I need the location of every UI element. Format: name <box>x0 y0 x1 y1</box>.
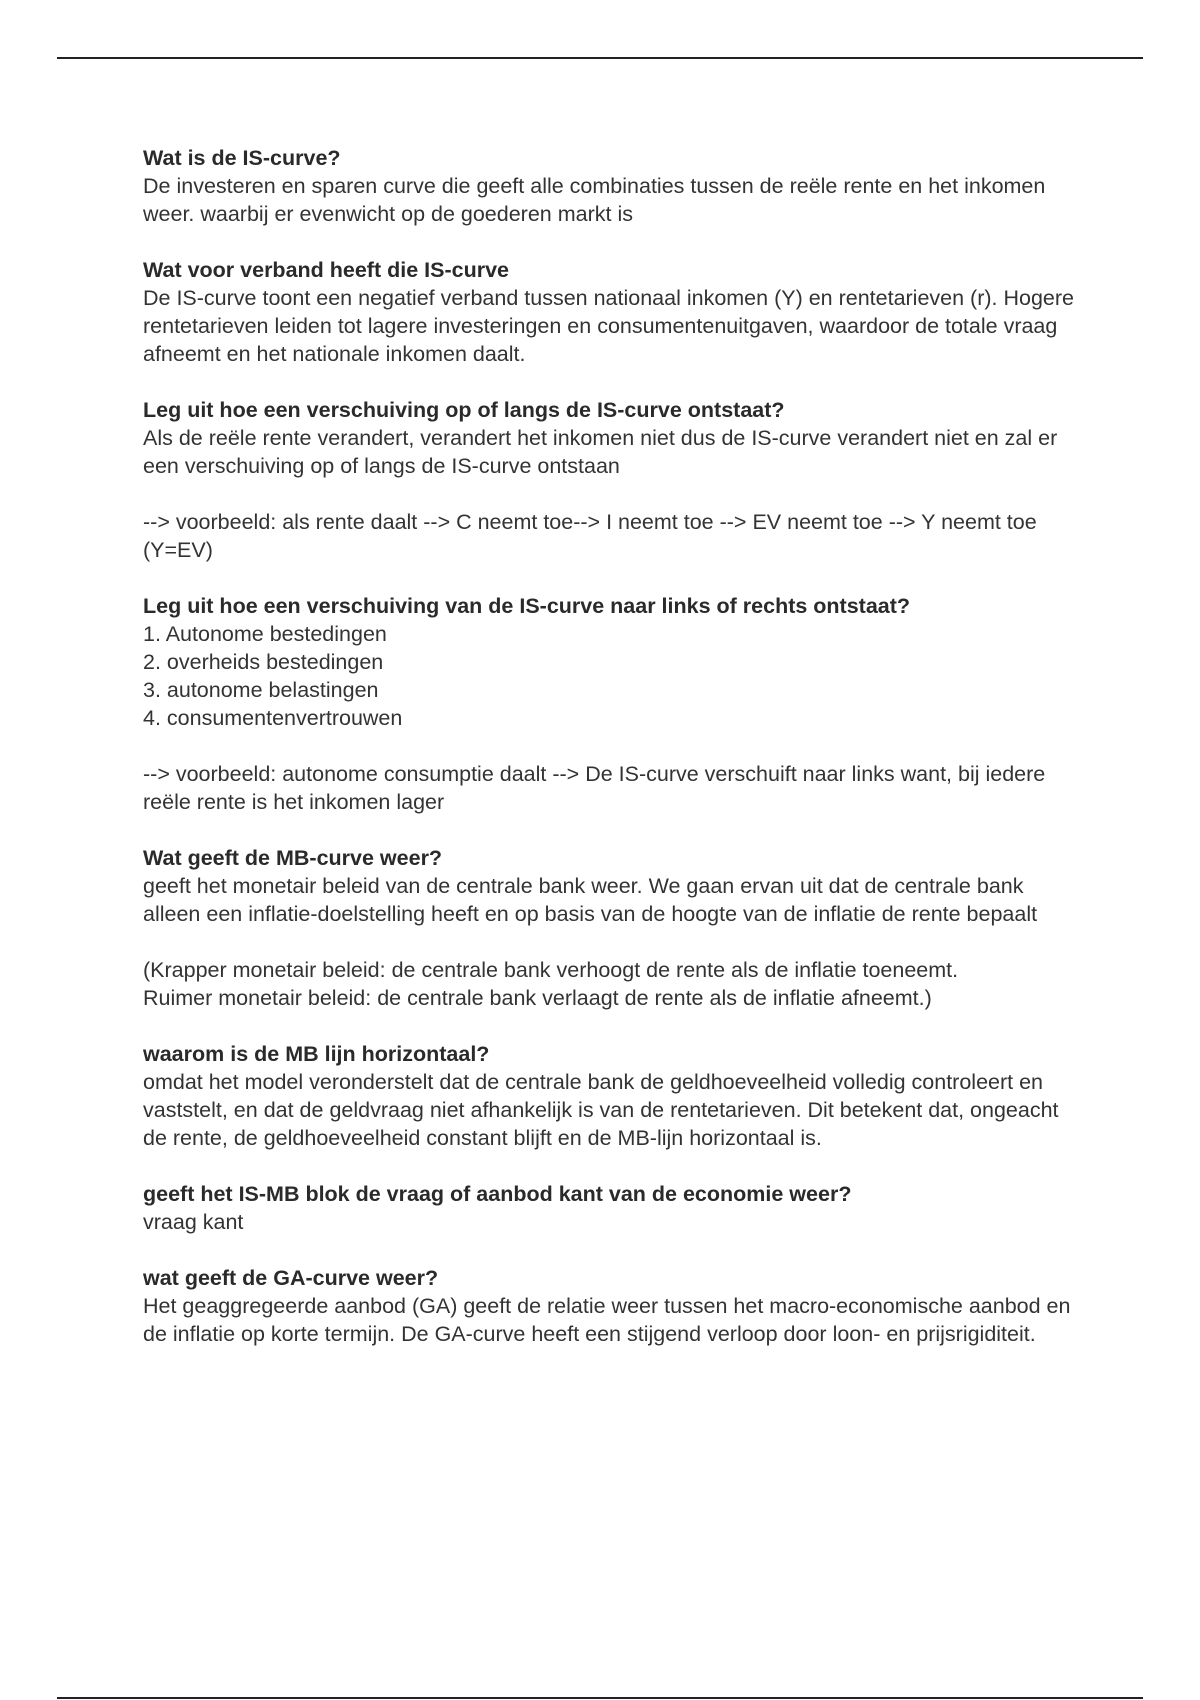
note-text: Ruimer monetair beleid: de centrale bank verlaagt de rente als de inflatie afneemt.) <box>143 986 932 1010</box>
question-heading: Leg uit hoe een verschuiving van de IS-curve naar links of rechts ontstaat? <box>143 594 911 618</box>
question-heading: wat geeft de GA-curve weer? <box>143 1266 439 1290</box>
example-text: --> voorbeeld: autonome consumptie daalt --> De IS-curve verschuift naar links want, bij iedere reële rente is het inkomen lager <box>143 762 1046 814</box>
answer-text: geeft het monetair beleid van de centrale bank weer. We gaan ervan uit dat de centrale bank alleen een inflatie-doelstelling heeft en op basis van de hoogte van de inflatie de rente bepaalt <box>143 874 1038 926</box>
top-divider <box>57 57 1143 59</box>
question-heading: Wat geeft de MB-curve weer? <box>143 846 443 870</box>
answer-text: omdat het model veronderstelt dat de centrale bank de geldhoeveelheid volledig controleert en vaststelt, en dat de geldvraag niet afhankelijk is van de rentetarieven. Dit betekent dat, ongeacht de rente, de geldhoeveelheid constant blijft en de MB-lijn horizontaal is. <box>143 1070 1059 1150</box>
qa-section-is-curve <box>143 144 1083 228</box>
answer-text: vraag kant <box>143 1210 244 1234</box>
qa-section-mb-curve <box>143 844 1083 928</box>
note-block <box>143 956 1083 1012</box>
question-heading: geeft het IS-MB blok de vraag of aanbod kant van de economie weer? <box>143 1182 852 1206</box>
qa-section-mb-horizontaal <box>143 1040 1083 1152</box>
qa-section-is-mb-blok <box>143 1180 1083 1236</box>
document-body <box>143 144 1083 1376</box>
list-item: 2. overheids bestedingen <box>143 650 384 674</box>
question-heading: Leg uit hoe een verschuiving op of langs de IS-curve ontstaat? <box>143 398 785 422</box>
question-heading: Wat voor verband heeft die IS-curve <box>143 258 509 282</box>
answer-text: Het geaggregeerde aanbod (GA) geeft de relatie weer tussen het macro-economische aanbod en de inflatie op korte termijn. De GA-curve heeft een stijgend verloop door loon- en prijsrigiditeit. <box>143 1294 1071 1346</box>
list-item: 1. Autonome bestedingen <box>143 622 387 646</box>
qa-section-is-verband <box>143 256 1083 368</box>
list-item: 4. consumentenvertrouwen <box>143 706 403 730</box>
list-item: 3. autonome belastingen <box>143 678 379 702</box>
bottom-divider <box>57 1697 1143 1699</box>
factor-list <box>143 620 1083 732</box>
example-block <box>143 760 1083 816</box>
answer-text: De investeren en sparen curve die geeft alle combinaties tussen de reële rente en het inkomen weer. waarbij er evenwicht op de goederen markt is <box>143 174 1046 226</box>
qa-section-ga-curve <box>143 1264 1083 1348</box>
answer-text: De IS-curve toont een negatief verband tussen nationaal inkomen (Y) en rentetarieven (r). Hogere rentetarieven leiden tot lagere investeringen en consumentenuitgaven, waardoor de totale vraag afneemt en het nationale inkomen daalt. <box>143 286 1074 366</box>
example-block <box>143 508 1083 564</box>
qa-section-verschuiving-links-rechts <box>143 592 1083 732</box>
question-heading: Wat is de IS-curve? <box>143 146 341 170</box>
answer-text: Als de reële rente verandert, verandert het inkomen niet dus de IS-curve verandert niet en zal er een verschuiving op of langs de IS-curve ontstaan <box>143 426 1058 478</box>
qa-section-verschuiving-langs <box>143 396 1083 480</box>
question-heading: waarom is de MB lijn horizontaal? <box>143 1042 490 1066</box>
example-text: --> voorbeeld: als rente daalt --> C neemt toe--> I neemt toe --> EV neemt toe --> Y neemt toe (Y=EV) <box>143 510 1037 562</box>
note-text: (Krapper monetair beleid: de centrale bank verhoogt de rente als de inflatie toeneemt. <box>143 958 959 982</box>
